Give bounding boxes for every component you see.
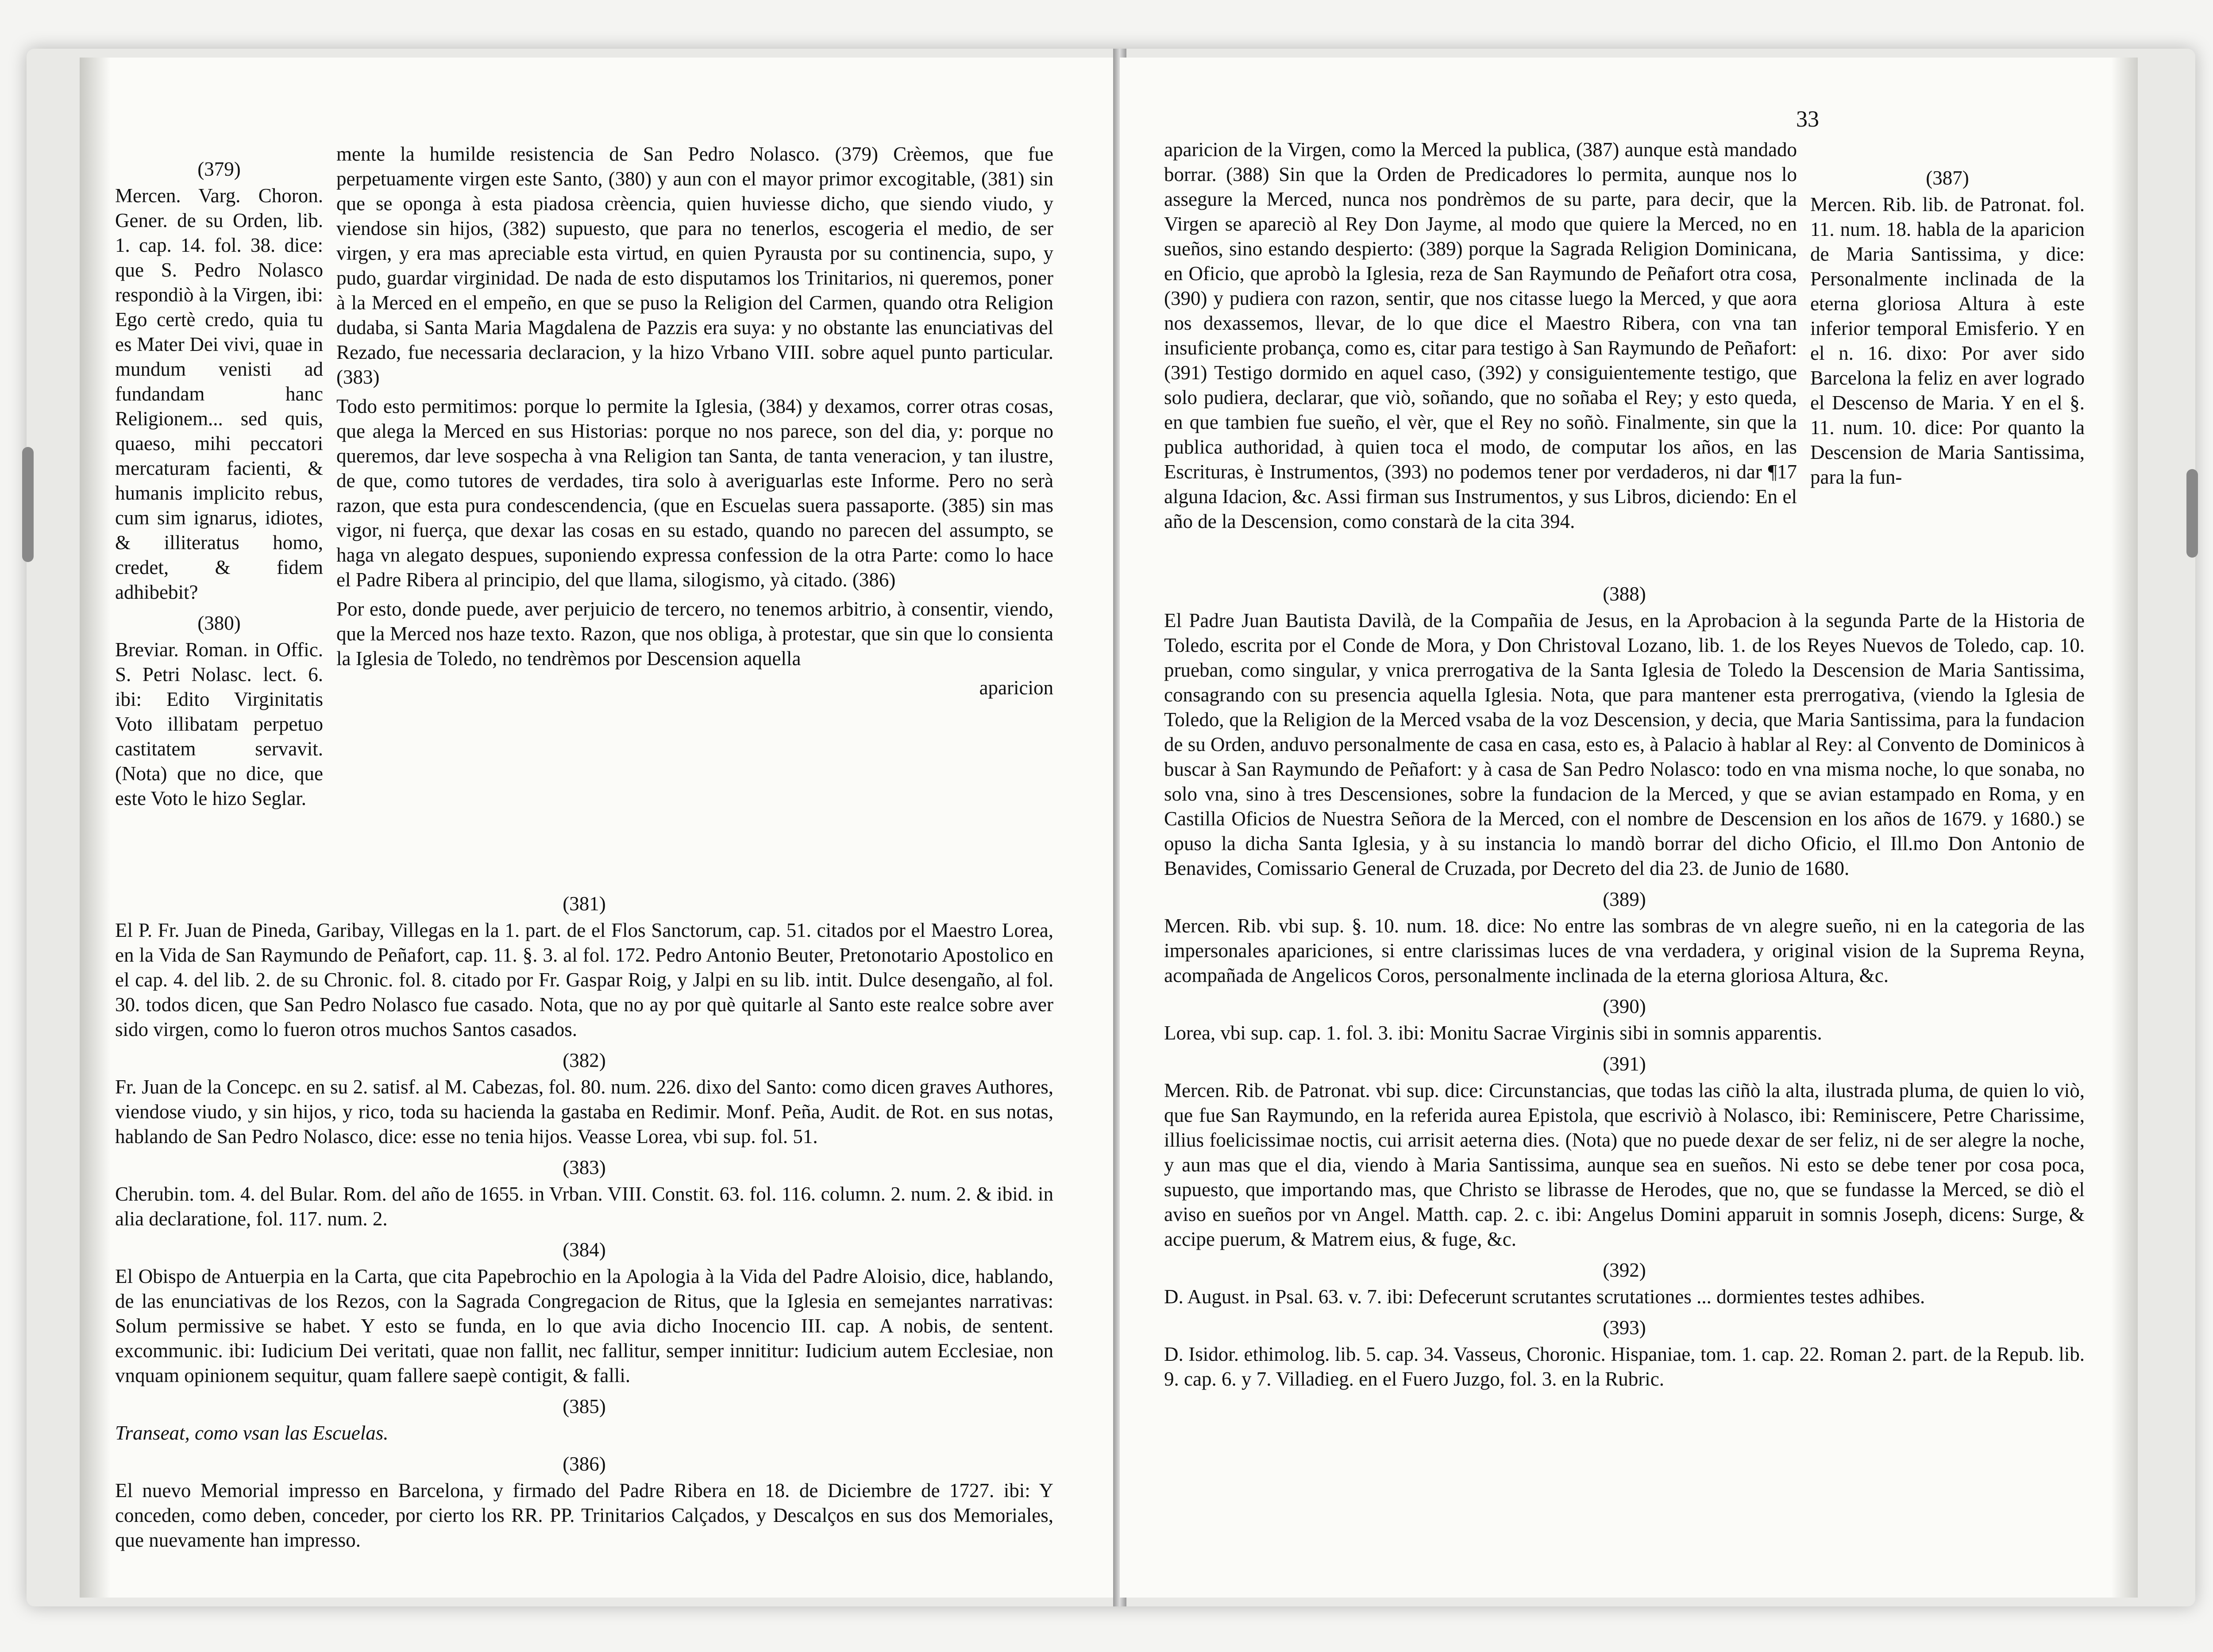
note-text: Mercen. Varg. Choron. Gener. de su Orden, lib. 1. cap. 14. fol. 38. dice: que S. Pedro Nolasco respondiò à la Virgen, ibi: Ego certè credo, quia tu es Mater Dei vivi, quae in mundum venisti ad fundandam hanc Religionem... sed quis, quaeso, mihi peccatori mercaturam facienti, & humanis implicito rebus, cum sim ignarus, idiotes, & illiteratus homo, credet, & fidem adhibebit? xyxy=(115,185,323,603)
footnote-number: (390) xyxy=(1603,995,1646,1017)
paragraph: Por esto, donde puede, aver perjuicio de tercero, no tenemos arbitrio, à consentir, viendo, que la Merced nos haze texto. Razon, que nos obliga, à protestar, que sin que lo consienta la Iglesia de Toledo, no tendrèmos por Descension aquella xyxy=(336,598,1053,670)
paragraph: mente la humilde resistencia de San Pedro Nolasco. (379) Crèemos, que fue perpetuamente virgen este Santo, (380) y aun con el mayor primor excogitable, (381) sin que se oponga à esta piadosa crèencia, quien huviesse dicho, que siendo viudo, y viendose sin hijos, (382) supuesto, que para no tenerlos, escogeria el medio, de ser virgen, y era mas apreciable esta virtud, en quien Pyrausta por su continencia, supo, y pudo, guardar virginidad. De nada de esto disputamos los Trinitarios, ni queremos, poner à la Merced en el empeño, en que se puso la Religion del Carmen, quando otra Religion dudaba, si Santa Maria Magdalena de Pazzis era suya: y no obstante las enunciativas del Rezado, fue necessaria declaracion, y la hizo Vrbano VIII. sobre aquel punto particular. (383) xyxy=(336,143,1053,388)
left-margin-notes xyxy=(115,150,323,815)
footnote-text: Cherubin. tom. 4. del Bular. Rom. del año de 1655. in Vrban. VIII. Constit. 63. fol. 116. column. 2. num. 2. & ibid. in alia declaratione, fol. 117. num. 2. xyxy=(115,1183,1053,1230)
footnote-text: El Padre Juan Bautista Davilà, de la Compañia de Jesus, en la Aprobacion à la segunda Parte de la Historia de Toledo, escrita por el Conde de Mora, y Don Christoval Lozano, lib. 1. de los Reyes Nuevos de Toledo, cap. 10. prueban, como singular, y vnica prerrogativa de la Santa Iglesia de Toledo la Descension de Maria Santissima, consagrando con su presencia aquella Iglesia. Nota, que para mantener esta prerrogativa, (viendo la Iglesia de Toledo, que la Religion de la Merced vsaba de la voz Descension, y decia, que Maria Santissima, para la fundacion de su Orden, anduvo personalmente de casa en casa, esto es, à Palacio à hablar al Rey: al Convento de Dominicos à buscar à San Raymundo de Peñafort: y à casa de San Pedro Nolasco: todo en vna misma noche, lo que sonaba, no solo vna, sino à tres Descensiones, sobre la fundacion de la Merced, y que se avian estampado en Roma, y en Castilla Oficios de Nuestra Señora de la Merced, con el nombre de Descension en los años de 1679. y 1680.) se opuso la dicha Santa Iglesia, y à su instancia lo mandò borrar del dicho Oficio, el Ill.mo Don Antonio de Benavides, Comissario General de Cruzada, por Decreto del dia 23. de Junio de 1680. xyxy=(1164,609,2085,879)
note-text: Breviar. Roman. in Offic. S. Petri Nolasc. lect. 6. ibi: Edito Virginitatis Voto illibatam perpetuo castitatem servavit. (Nota) que no dice, que este Voto le hizo Seglar. xyxy=(115,639,323,809)
page-number: 33 xyxy=(1796,107,1819,132)
catchword: aparicion xyxy=(979,677,1053,699)
left-main-text xyxy=(336,142,1053,700)
footnote-text: Transeat, como vsan las Escuelas. xyxy=(115,1422,389,1444)
right-main-text xyxy=(1164,137,1797,538)
footnote-text: El P. Fr. Juan de Pineda, Garibay, Villegas en la 1. part. de el Flos Sanctorum, cap. 51. citados por el Maestro Lorea, en la Vida de San Raymundo de Peñafort, cap. 11. §. 3. al fol. 172. Pedro Antonio Beuter, Pretonotario Apostolico en el cap. 4. del lib. 2. de su Chronic. fol. 8. citado por Fr. Gaspar Roig, y Jalpi en su lib. intit. Dulce desengaño, al fol. 30. todos dicen, que San Pedro Nolasco fue casado. Nota, que no ay por què quitarle al Santo este realce sobre aver sido virgen, como lo fueron otros muchos Santos casados. xyxy=(115,919,1053,1040)
footnote-number: (392) xyxy=(1603,1259,1646,1281)
right-margin-notes xyxy=(1810,159,2085,494)
note-number: (387) xyxy=(1926,167,1969,189)
footnote-number: (391) xyxy=(1603,1053,1646,1075)
footnote-text: El Obispo de Antuerpia en la Carta, que cita Papebrochio en la Apologia à la Vida del Padre Aloisio, dice, hablando, de las enunciativas de los Rezos, con la Sagrada Congregacion de Ritus, que la Iglesia en semejantes narrativas: Solum permissive se habet. Y esto se funda, en lo que avia dicho Inocencio III. cap. A nobis, de sentent. excommunic. ibi: Iudicium Dei veritati, quae non fallit, nec fallitur, semper innititur: Iudicium autem Ecclesiae, non vnquam opinionem sequitur, quam fallere saepè contigit, & falli. xyxy=(115,1265,1053,1386)
footnote-number: (386) xyxy=(563,1453,606,1475)
footnote-text: D. August. in Psal. 63. v. 7. ibi: Defecerunt scrutantes scrutationes ... dormientes testes adhibes. xyxy=(1164,1286,1925,1308)
footnote-text: Lorea, vbi sup. cap. 1. fol. 3. ibi: Monitu Sacrae Virginis sibi in somnis apparentis. xyxy=(1164,1022,1822,1044)
footnote-number: (384) xyxy=(563,1239,606,1261)
left-binding-tie xyxy=(22,447,34,562)
footnote-text: Fr. Juan de la Concepc. en su 2. satisf. al M. Cabezas, fol. 80. num. 226. dixo del Santo: como dicen graves Authores, viendose viudo, y sin hijos, y rico, toda su hacienda la gastaba en Redimir. Monf. Peña, Audit. de Rot. en sus notas, hablando de San Pedro Nolasco, dice: esse no tenia hijos. Veasse Lorea, vbi sup. fol. 51. xyxy=(115,1076,1053,1148)
right-footnotes xyxy=(1164,575,2085,1396)
footnote-text: Mercen. Rib. vbi sup. §. 10. num. 18. dice: No entre las sombras de vn alegre sueño, ni en la categoria de las impersonales apariciones, si entre clarissimas luces de vna verdadera, y original vision de la Suprema Reyna, acompañada de Angelicos Coros, personalmente inclinada de la eterna gloriosa Altura, &c. xyxy=(1164,915,2085,986)
paragraph: Todo esto permitimos: porque lo permite la Iglesia, (384) y dexamos, correr otras cosas, que alega la Merced en sus Historias: porque no nos parece, son del dia, y: porque no queremos, dar leve sospecha à vna Religion tan Santa, de tanta veneracion, y tan ilustre, de que, como tutores de verdades, tira solo à averiguarlas este Informe. Pero no serà razon, que esta pura condescendencia, (que en Escuelas suera passaporte. (385) sin mas vigor, ni fuerça, que dexar las cosas en su estado, quando no parecen del assumpto, se haga vn alegato despues, suponiendo expressa confession de la otra Parte: como lo hace el Padre Ribera al principio, del que llama, silogismo, yà citado. (386) xyxy=(336,395,1053,591)
left-page xyxy=(80,58,1116,1598)
note-text: Mercen. Rib. lib. de Patronat. fol. 11. num. 18. habla de la aparicion de Maria Santissima, y dice: Personalmente inclinada de la eterna gloriosa Altura à este inferior temporal Emisferio. Y en el n. 16. dixo: Por aver sido Barcelona la feliz en aver logrado el Descenso de Maria. Y en el §. 11. num. 10. dice: Por quanto la Descension de Maria Santissima, para la fun- xyxy=(1810,193,2085,488)
right-page xyxy=(1120,58,2138,1598)
footnote-text: D. Isidor. ethimolog. lib. 5. cap. 34. Vasseus, Choronic. Hispaniae, tom. 1. cap. 22. Roman 2. part. de la Repub. lib. 9. cap. 6. y 7. Villadieg. en el Fuero Juzgo, fol. 3. en la Rubric. xyxy=(1164,1343,2085,1390)
footnote-number: (382) xyxy=(563,1049,606,1071)
footnote-text: Mercen. Rib. de Patronat. vbi sup. dice: Circunstancias, que todas las ciñò la alta, ilustrada pluma, de quien lo viò, que fue San Raymundo, en la referida aurea Epistola, que escriviò à Nolasco, ibi: Reminiscere, Petre Charissime, illius foelicissimae noctis, cui arrisit aeterna dies. (Nota) que no puede dexar de ser feliz, ni de ser alegre la noche, y aun mas que el dia, viendo à Maria Santissima, aunque sea en sueños. Ni esto se debe tener por cosa poca, supuesto, que importando mas, que Christo se librasse de Herodes, que no, que se fundasse la Merced, se diò el aviso en sueños por vn Angel. Matth. cap. 2. c. ibi: Angelus Domini apparuit in somnis Joseph, dicens: Surge, & accipe puerum, & Matrem eius, & fuge, &c. xyxy=(1164,1079,2085,1250)
footnote-number: (385) xyxy=(563,1395,606,1417)
footnote-number: (383) xyxy=(563,1156,606,1178)
open-book xyxy=(27,49,2195,1606)
right-binding-tie xyxy=(2186,469,2198,558)
note-number: (380) xyxy=(197,612,241,634)
footnote-number: (389) xyxy=(1603,888,1646,910)
left-footnotes xyxy=(115,885,1053,1557)
paragraph: aparicion de la Virgen, como la Merced la publica, (387) aunque està mandado borrar. (388) Sin que la Orden de Predicadores lo permita, aunque nos lo assegure la Merced, nunca nos pondrèmos de su parte, para decir, que la Virgen se apareciò al Rey Don Jayme, al modo que quiere la Merced, no en sueños, sino estando despierto: (389) porque la Sagrada Religion Dominicana, en Oficio, que aprobò la Iglesia, reza de San Raymundo de Peñafort otra cosa, (390) y pudiera con razon, sentir, que nos citasse luego la Merced, y que aora nos dexassemos, llevar, de lo que dice el Maestro Ribera, con vna tan insuficiente probança, como es, citar para testigo à San Raymundo de Peñafort: (391) Testigo dormido en aquel caso, (392) y consiguientemente testigo, que solo pudiera, declarar, que viò, soñando, que no soñaba el Rey; y esto queda, en que tambien fue sueño, el vèr, que el Rey no soñò. Finalmente, sin que la publica authoridad, à quien toca el modo, de computar los años, en las Escrituras, è Instrumentos, (393) no podemos tener por verdaderos, ni dar ¶17 alguna Idacion, &c. Assi firman sus Instrumentos, y sus Libros, diciendo: En el año de la Descension, como constarà de la cita 394. xyxy=(1164,139,1797,532)
footnote-number: (393) xyxy=(1603,1317,1646,1339)
footnote-number: (381) xyxy=(563,893,606,915)
footnote-text: El nuevo Memorial impresso en Barcelona, y firmado del Padre Ribera en 18. de Diciembre de 1727. ibi: Y conceden, como deben, conceder, por cierto los RR. PP. Trinitarios Calçados, y Descalços en sus dos Memoriales, que nuevamente han impresso. xyxy=(115,1479,1053,1551)
footnote-number: (388) xyxy=(1603,583,1646,605)
note-number: (379) xyxy=(197,158,241,180)
